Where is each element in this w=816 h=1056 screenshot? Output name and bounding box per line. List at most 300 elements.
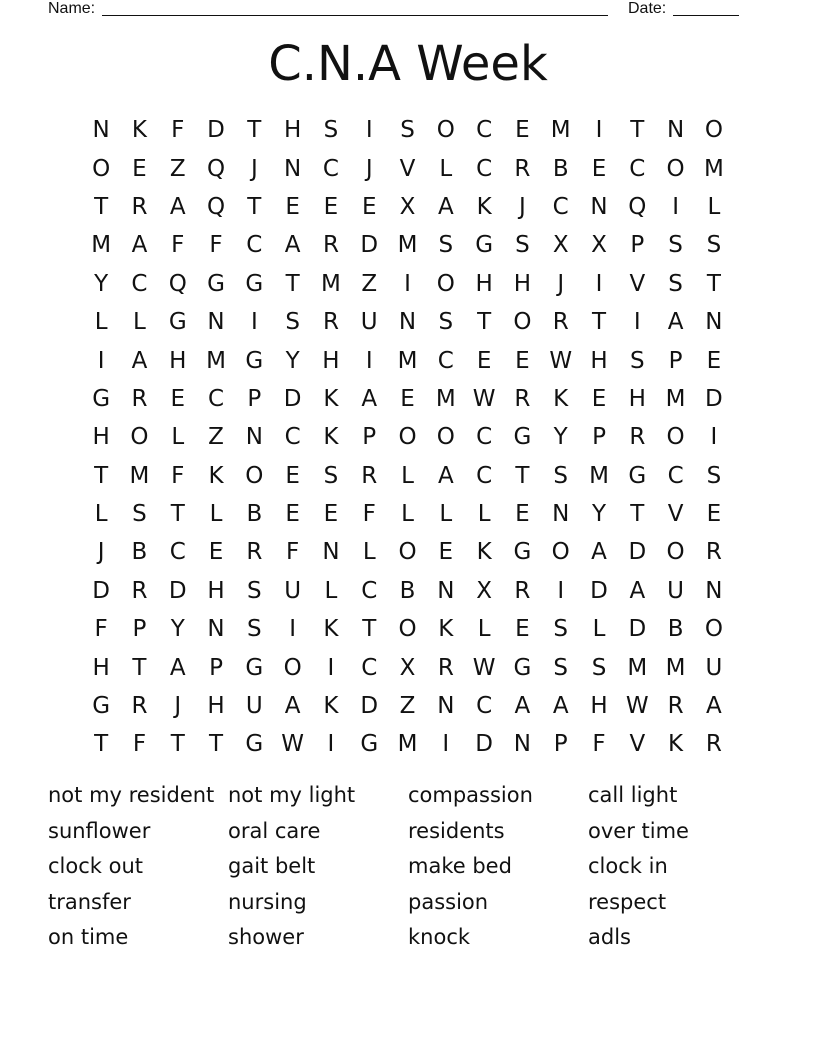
word-list-item: sunflower [48,818,151,843]
grid-letter: W [472,385,496,412]
grid-letter: R [361,462,378,489]
grid-letter: H [628,385,646,412]
word-list-item: knock [408,925,471,949]
grid-letter: N [705,577,723,604]
grid-letter: O [704,117,723,144]
grid-letter: F [286,539,300,566]
grid-letter: H [207,577,225,604]
grid-letter: P [132,616,147,643]
grid-letter: T [477,309,492,336]
grid-letter: U [245,693,263,720]
grid-letter: R [705,731,722,758]
grid-letter: N [437,693,455,720]
name-label: Name: [48,0,96,17]
grid-letter: T [362,616,377,643]
grid-letter: E [285,462,300,489]
grid-letter: O [704,616,723,643]
grid-letter: L [133,309,146,336]
grid-letter: A [629,577,646,604]
grid-letter: S [438,309,454,336]
grid-letter: B [246,501,263,528]
grid-letter: T [630,501,645,528]
grid-letter: N [552,501,570,528]
grid-letter: G [207,270,225,297]
grid-letter: C [437,347,454,374]
grid-letter: O [436,117,455,144]
grid-letter: S [706,232,722,259]
grid-letter: H [513,270,532,297]
grid-letter: S [706,462,722,489]
grid-letter: L [477,501,491,528]
grid-letter: F [132,731,147,758]
grid-letter: E [706,501,722,528]
grid-letter: U [360,309,378,336]
grid-letter: R [131,193,148,220]
grid-letter: M [321,270,341,297]
date-label: Date: [628,0,667,17]
grid-letter: O [245,462,264,489]
grid-letter: L [171,424,185,451]
grid-letter: N [513,731,532,758]
grid-letter: S [132,501,147,528]
grid-letter: H [590,347,608,374]
grid-letter: S [323,117,339,144]
grid-letter: M [91,232,112,259]
grid-letter: H [207,693,225,720]
grid-letter: I [365,117,373,144]
grid-letter: A [131,347,148,374]
grid-letter: S [553,462,569,489]
grid-letter: G [245,731,264,758]
grid-letter: N [322,539,340,566]
grid-letter: S [323,462,339,489]
grid-letter: D [475,731,493,758]
grid-letter: J [365,155,373,182]
grid-letter: C [131,270,148,297]
grid-letter: I [250,309,258,336]
grid-letter: G [513,539,532,566]
grid-letter: X [591,232,607,259]
grid-letter: E [285,193,300,220]
grid-letter: P [630,232,645,259]
grid-letter: B [131,539,148,566]
grid-letter: M [665,654,686,681]
grid-letter: M [627,654,648,681]
grid-letter: E [591,155,607,182]
grid-letter: G [245,270,264,297]
grid-letter: T [706,270,721,297]
grid-letter: F [171,117,185,144]
grid-letter: R [322,232,339,259]
grid-letter: A [361,385,378,412]
grid-letter: K [323,385,339,412]
grid-letter: S [247,616,262,643]
grid-letter: T [630,117,645,144]
word-list-item: over time [588,818,689,843]
grid-letter: T [94,731,109,758]
grid-letter: S [553,654,569,681]
grid-letter: L [94,501,108,528]
grid-letter: C [361,577,378,604]
grid-letter: S [247,577,262,604]
grid-letter: C [476,462,493,489]
grid-letter: K [323,693,339,720]
word-list-item: transfer [48,889,131,914]
grid-letter: Y [285,347,300,374]
grid-letter: D [705,385,723,412]
word-list-item: residents [408,818,505,843]
grid-letter: K [553,385,569,412]
word-list [48,778,768,956]
grid-letter: R [667,693,684,720]
grid-letter: L [439,155,453,182]
grid-letter: G [92,693,111,720]
grid-letter: F [171,232,185,259]
grid-letter: W [549,347,573,374]
grid-letter: A [169,654,186,681]
grid-letter: R [131,693,148,720]
grid-letter: Z [169,155,186,182]
word-list-item: clock in [588,854,668,878]
grid-letter: K [323,616,339,643]
grid-letter: M [589,462,609,489]
grid-letter: O [283,654,302,681]
grid-letter: X [399,654,416,681]
grid-letter: P [592,424,606,451]
grid-letter: J [97,539,105,566]
grid-letter: E [208,539,224,566]
grid-letter: N [705,309,723,336]
grid-letter: F [592,731,606,758]
grid-letter: L [401,501,414,528]
grid-letter: U [284,577,302,604]
grid-letter: G [245,347,264,374]
grid-letter: Q [206,155,226,182]
grid-letter: I [672,193,679,220]
grid-letter: D [590,577,608,604]
grid-letter: I [633,309,641,336]
word-list-item: respect [588,889,667,914]
grid-letter: D [628,539,647,566]
grid-letter: Y [94,270,109,297]
grid-letter: S [591,654,607,681]
grid-letter: N [437,577,455,604]
grid-letter: G [168,309,187,336]
word-list-item: oral care [228,818,321,843]
grid-letter: D [628,616,647,643]
grid-letter: P [247,385,262,412]
grid-letter: G [92,385,111,412]
grid-letter: T [132,654,147,681]
grid-letter: K [208,462,224,489]
grid-letter: R [131,577,148,604]
grid-letter: E [323,193,339,220]
grid-letter: H [283,117,302,144]
grid-letter: C [361,654,378,681]
grid-letter: G [245,654,264,681]
grid-letter: S [285,309,300,336]
grid-letter: W [472,654,496,681]
grid-letter: H [92,424,110,451]
grid-letter: F [209,232,223,259]
grid-letter: K [438,616,454,643]
grid-letter: O [666,424,685,451]
grid-letter: T [170,731,185,758]
grid-letter: L [477,616,491,643]
grid-letter: I [595,117,603,144]
grid-letter: T [94,462,109,489]
grid-letter: K [476,539,492,566]
grid-letter: R [514,577,531,604]
grid-letter: E [706,347,722,374]
grid-letter: H [590,693,608,720]
grid-letter: M [435,385,456,412]
letter-grid [82,111,733,764]
puzzle-title: C.N.A Week [268,36,548,92]
grid-letter: E [132,155,147,182]
word-list-item: clock out [48,854,144,878]
grid-letter: M [397,731,418,758]
grid-letter: C [667,462,684,489]
grid-letter: I [595,270,603,297]
grid-letter: D [207,117,225,144]
word-list-item: shower [228,925,304,949]
grid-letter: Y [591,501,607,528]
grid-letter: A [514,693,531,720]
grid-letter: O [436,424,455,451]
grid-letter: H [169,347,187,374]
worksheet-header [48,0,768,20]
grid-letter: E [400,385,415,412]
grid-letter: A [169,193,186,220]
grid-letter: A [284,232,301,259]
grid-letter: A [437,193,454,220]
grid-letter: L [592,616,606,643]
grid-letter: R [246,539,263,566]
grid-letter: Y [170,616,185,643]
grid-letter: H [92,654,110,681]
grid-letter: E [438,539,454,566]
grid-letter: N [284,155,302,182]
grid-letter: D [360,232,379,259]
grid-letter: S [553,616,569,643]
grid-letter: L [209,501,223,528]
grid-letter: E [323,501,339,528]
grid-letter: C [208,385,225,412]
grid-letter: I [710,424,718,451]
grid-letter: V [667,501,684,528]
grid-letter: Z [208,424,224,451]
grid-letter: O [666,539,685,566]
grid-letter: N [666,117,685,144]
grid-letter: I [404,270,411,297]
grid-letter: B [667,616,684,643]
grid-letter: E [170,385,186,412]
grid-letter: O [398,616,417,643]
grid-letter: L [324,577,338,604]
grid-letter: Z [399,693,416,720]
grid-letter: J [519,193,526,220]
grid-letter: T [170,501,185,528]
grid-letter: F [171,462,185,489]
grid-letter: C [169,539,186,566]
grid-letter: T [247,117,262,144]
grid-letter: K [131,117,147,144]
grid-letter: R [629,424,646,451]
grid-letter: W [625,693,649,720]
grid-letter: M [129,462,150,489]
grid-letter: P [362,424,377,451]
grid-letter: J [174,693,182,720]
grid-letter: C [476,117,493,144]
grid-letter: S [668,270,683,297]
grid-letter: R [437,654,454,681]
grid-letter: W [281,731,304,758]
word-list-item: passion [408,889,489,914]
grid-letter: A [591,539,607,566]
grid-letter: O [513,309,532,336]
grid-letter: O [551,539,570,566]
grid-letter: K [668,731,684,758]
grid-letter: I [365,347,373,374]
grid-letter: U [705,654,723,681]
grid-letter: T [247,193,262,220]
grid-letter: Y [553,424,568,451]
grid-letter: L [401,462,414,489]
grid-letter: H [475,270,493,297]
word-list-item: gait belt [228,854,316,878]
grid-letter: O [666,155,685,182]
word-list-item: nursing [228,889,307,914]
grid-letter: M [206,347,226,374]
grid-letter: F [362,501,376,528]
grid-letter: J [250,155,258,182]
grid-letter: K [323,424,339,451]
grid-letter: Q [628,193,647,220]
grid-letter: J [557,270,565,297]
grid-letter: G [360,731,379,758]
word-list-item: make bed [408,854,512,878]
grid-letter: C [322,155,339,182]
grid-letter: L [362,539,376,566]
grid-letter: S [400,117,415,144]
grid-letter: M [550,117,571,144]
grid-letter: C [476,155,493,182]
grid-letter: E [361,193,377,220]
grid-letter: E [476,347,492,374]
grid-letter: K [476,193,492,220]
grid-letter: H [322,347,340,374]
grid-letter: G [513,654,532,681]
grid-letter: R [322,309,339,336]
grid-letter: C [246,232,263,259]
grid-letter: O [130,424,149,451]
grid-letter: R [131,385,148,412]
grid-letter: I [557,577,565,604]
grid-letter: E [591,385,607,412]
grid-letter: L [94,309,108,336]
grid-letter: Q [168,270,187,297]
grid-letter: S [515,232,530,259]
grid-letter: T [515,462,530,489]
grid-letter: D [283,385,302,412]
grid-letter: C [552,193,569,220]
grid-letter: E [515,501,530,528]
grid-letter: T [591,309,607,336]
date-blank-line [673,15,739,16]
grid-letter: R [552,309,569,336]
grid-letter: M [665,385,686,412]
grid-letter: A [131,232,148,259]
grid-letter: C [629,155,646,182]
grid-letter: E [515,347,530,374]
word-list-item: call light [588,783,678,807]
grid-letter: P [553,731,568,758]
word-list-item: compassion [408,783,533,807]
grid-letter: E [515,616,530,643]
grid-letter: P [668,347,683,374]
word-list-item: on time [48,925,129,949]
grid-letter: S [438,232,454,259]
grid-letter: V [399,155,416,182]
grid-letter: N [398,309,417,336]
grid-letter: C [476,693,493,720]
grid-letter: X [399,193,416,220]
grid-letter: R [514,155,531,182]
grid-letter: I [442,731,450,758]
grid-letter: Q [206,193,226,220]
grid-letter: D [92,577,110,604]
grid-letter: R [514,385,531,412]
grid-letter: A [437,462,454,489]
grid-letter: O [398,539,417,566]
grid-letter: V [629,731,646,758]
grid-letter: D [168,577,187,604]
grid-letter: E [285,501,300,528]
grid-letter: D [360,693,379,720]
word-list-item: not my resident [48,783,215,807]
grid-letter: N [207,616,225,643]
name-blank-line [102,15,608,16]
grid-letter: F [94,616,108,643]
grid-letter: X [476,577,492,604]
grid-letter: I [289,616,297,643]
grid-letter: S [668,232,683,259]
grid-letter: G [628,462,647,489]
grid-letter: O [92,155,111,182]
grid-letter: M [703,155,724,182]
grid-letter: T [94,193,109,220]
grid-letter: G [475,232,494,259]
grid-letter: M [397,347,418,374]
grid-letter: I [327,654,335,681]
grid-letter: Z [361,270,378,297]
word-list-item: adls [588,925,631,949]
grid-letter: B [399,577,416,604]
grid-letter: T [209,731,224,758]
grid-letter: N [207,309,225,336]
grid-letter: X [552,232,569,259]
grid-letter: A [706,693,722,720]
grid-letter: R [705,539,722,566]
grid-letter: A [667,309,684,336]
grid-letter: A [552,693,569,720]
grid-letter: A [284,693,301,720]
grid-letter: L [707,193,721,220]
grid-letter: O [398,424,417,451]
grid-letter: V [629,270,646,297]
word-list-item: not my light [228,783,356,807]
